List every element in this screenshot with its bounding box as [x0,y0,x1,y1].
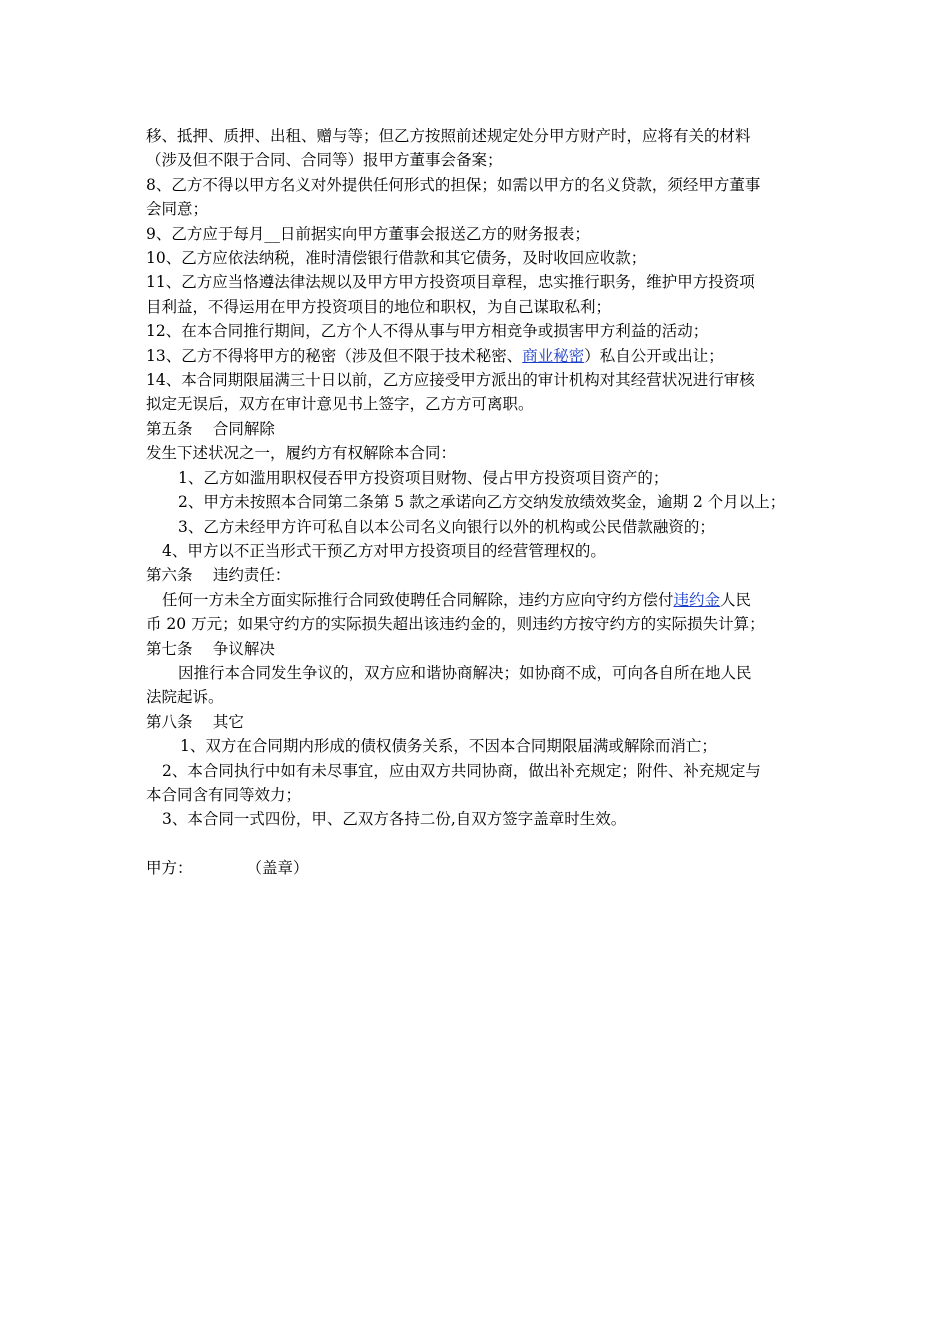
party-a-label: 甲方： [146,858,193,877]
article-5-intro: 发生下述状况之一，履约方有权解除本合同： [146,444,457,463]
signature-line [146,856,816,880]
article-6-title: 第六条 违约责任： [146,566,291,585]
clause-9: 9、乙方应于每月__日前据实向甲方董事会报送乙方的财务报表； [146,224,590,243]
article-8-item-3: 3、本合同一式四份，甲、乙双方各持二份,自双方签字盖章时生效。 [162,810,627,829]
article-7-title: 第七条 争议解决 [146,639,275,658]
clause-11-line-1: 11、乙方应当恪遵法律法规以及甲方甲方投资项目章程，忠实推行职务，维护甲方投资项 [146,273,755,292]
clause-8-line-1: 8、乙方不得以甲方名义对外提供任何形式的担保；如需以甲方的名义贷款，须经甲方董事 [146,175,761,194]
seal-label: （盖章） [246,858,309,877]
clause-11-line-2: 目利益，不得运用在甲方投资项目的地位和职权，为自己谋取私利； [146,297,612,316]
clause-7-continued-line-1: 移、抵押、质押、出租、赠与等；但乙方按照前述规定处分甲方财产时，应将有关的材料 [146,127,751,145]
article-6-text-before: 任何一方未全方面实际推行合同致使聘任合同解除，违约方应向守约方偿付 [162,590,674,609]
article-8-title: 第八条 其它 [146,712,244,731]
trade-secret-link[interactable]: 商业秘密 [522,346,585,365]
article-8-item-1: 1、双方在合同期内形成的债权债务关系，不因本合同期限届满或解除而消亡； [180,737,717,756]
article-7-line-2: 法院起诉。 [146,688,224,707]
clause-13-text-before: 13、乙方不得将甲方的秘密（涉及但不限于技术秘密、 [146,346,523,365]
article-5-item-4: 4、甲方以不正当形式干预乙方对甲方投资项目的经营管理权的。 [162,541,606,560]
article-6-text-after: 人民 [720,590,752,609]
clause-14-line-2: 拟定无误后，双方在审计意见书上签字，乙方方可离职。 [146,395,534,414]
clause-13-text-after: ）私自公开或出让； [584,346,724,365]
article-7-line-1: 因推行本合同发生争议的，双方应和谐协商解决；如协商不成，可向各自所在地人民 [178,663,752,682]
clause-13 [146,344,816,368]
article-6-line-2: 币 20 万元；如果守约方的实际损失超出该违约金的，则违约方按守约方的实际损失计算； [146,615,765,634]
spacer [146,832,816,856]
clause-14-line-1: 14、本合同期限届满三十日以前，乙方应接受甲方派出的审计机构对其经营状况进行审核 [146,371,755,390]
article-5-item-1: 1、乙方如滥用职权侵吞甲方投资项目财物、侵占甲方投资项目资产的； [178,468,669,487]
contract-page [146,124,816,880]
clause-12: 12、在本合同推行期间，乙方个人不得从事与甲方相竞争或损害甲方利益的活动； [146,322,709,341]
penalty-link[interactable]: 违约金 [673,590,721,609]
article-6-line-1 [146,588,816,612]
article-5-item-3: 3、乙方未经甲方许可私自以本公司名义向银行以外的机构或公民借款融资的； [178,517,715,536]
clause-10: 10、乙方应依法纳税，准时清偿银行借款和其它债务，及时收回应收款； [146,249,647,268]
clause-7-continued-line-2: （涉及但不限于合同、合同等）报甲方董事会备案； [146,151,503,170]
article-5-title: 第五条 合同解除 [146,419,275,438]
article-5-item-2: 2、甲方未按照本合同第二条第 5 款之承诺向乙方交纳发放绩效奖金，逾期 2 个月以上； [178,493,786,512]
article-8-item-2-line-2: 本合同含有同等效力； [146,785,302,804]
article-8-item-2-line-1: 2、本合同执行中如有未尽事宜，应由双方共同协商，做出补充规定；附件、补充规定与 [162,761,761,780]
clause-8-line-2: 会同意； [146,200,209,219]
